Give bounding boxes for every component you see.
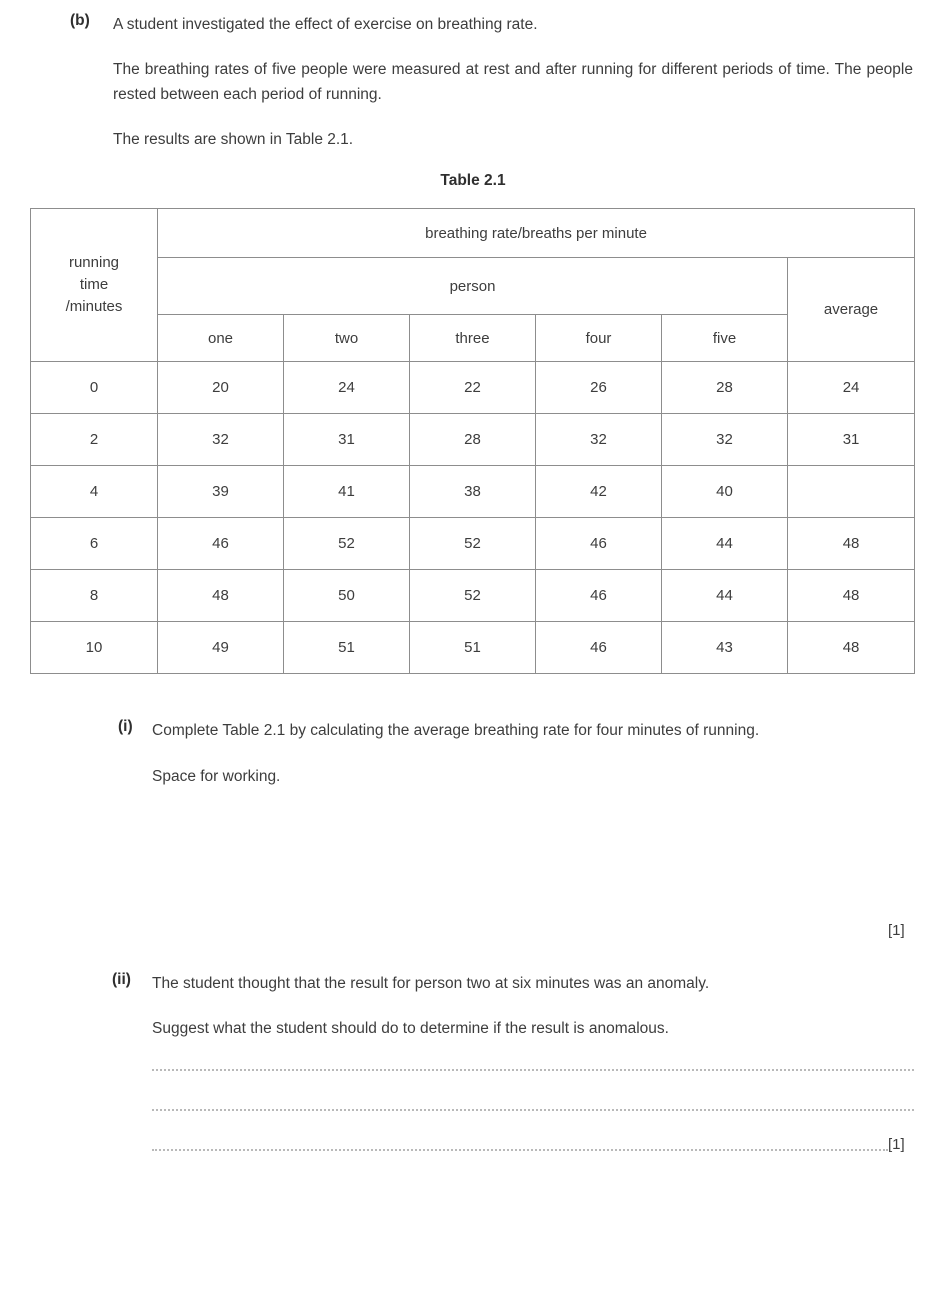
cell-person-four: 46: [536, 570, 662, 622]
header-average: average: [788, 258, 915, 362]
answer-line-3[interactable]: [152, 1148, 888, 1151]
cell-time: 6: [31, 518, 158, 570]
marks-i: [1]: [888, 922, 905, 939]
table-row: [31, 414, 915, 466]
marks-ii: [1]: [888, 1136, 905, 1153]
cell-person-three: 22: [410, 362, 536, 414]
table-body: [31, 362, 915, 674]
cell-person-two: 31: [284, 414, 410, 466]
header-person-four: four: [536, 315, 662, 362]
cell-average: 31: [788, 414, 915, 466]
cell-person-three: 52: [410, 518, 536, 570]
question-paragraph: The breathing rates of five people were measured at rest and after running for different periods of time. The people rested between each period of running.: [113, 61, 913, 103]
row-header-line-3: /minutes: [65, 298, 123, 315]
header-person-two: two: [284, 315, 410, 362]
cell-person-one: 48: [158, 570, 284, 622]
table-row: [31, 570, 915, 622]
cell-average: 48: [788, 570, 915, 622]
cell-person-five: 44: [662, 518, 788, 570]
answer-line-1[interactable]: [152, 1068, 914, 1071]
cell-person-one: 20: [158, 362, 284, 414]
table-row: [31, 518, 915, 570]
cell-person-four: 26: [536, 362, 662, 414]
table-header-row-group: [31, 258, 915, 315]
cell-time: 2: [31, 414, 158, 466]
header-person-three: three: [410, 315, 536, 362]
table-caption: Table 2.1: [440, 172, 506, 189]
sub-question-ii-text-2: Suggest what the student should do to determine if the result is anomalous.: [152, 1020, 669, 1037]
sub-question-i-text: Complete Table 2.1 by calculating the average breathing rate for four minutes of running.: [152, 722, 760, 739]
cell-time: 4: [31, 466, 158, 518]
sub-question-label-ii: (ii): [112, 971, 131, 988]
row-header-running-time: [31, 209, 158, 362]
cell-person-three: 52: [410, 570, 536, 622]
cell-person-five: 43: [662, 622, 788, 674]
cell-person-five: 40: [662, 466, 788, 518]
cell-person-two: 24: [284, 362, 410, 414]
cell-person-five: 44: [662, 570, 788, 622]
table-row: [31, 362, 915, 414]
cell-person-five: 32: [662, 414, 788, 466]
cell-person-three: 28: [410, 414, 536, 466]
table-row: [31, 622, 915, 674]
sub-question-ii-text: The student thought that the result for person two at six minutes was an anomaly.: [152, 975, 710, 992]
cell-person-one: 46: [158, 518, 284, 570]
header-person-one: one: [158, 315, 284, 362]
cell-person-one: 39: [158, 466, 284, 518]
row-header-line-2: time: [79, 276, 109, 293]
cell-average: 48: [788, 518, 915, 570]
cell-person-one: 32: [158, 414, 284, 466]
question-intro-text: A student investigated the effect of exercise on breathing rate.: [113, 16, 538, 33]
cell-person-four: 42: [536, 466, 662, 518]
cell-average: 48: [788, 622, 915, 674]
cell-person-two: 51: [284, 622, 410, 674]
cell-time: 0: [31, 362, 158, 414]
cell-time: 10: [31, 622, 158, 674]
table-header-row-persons: [31, 315, 915, 362]
space-for-working-prompt: Space for working.: [152, 768, 281, 785]
table-header: [31, 209, 915, 362]
cell-average-blank[interactable]: [788, 466, 915, 518]
results-lead-text: The results are shown in Table 2.1.: [113, 131, 354, 148]
cell-person-four: 46: [536, 622, 662, 674]
cell-person-two: 50: [284, 570, 410, 622]
part-label-b: (b): [70, 12, 90, 29]
cell-person-three: 38: [410, 466, 536, 518]
cell-average: 24: [788, 362, 915, 414]
answer-line-2[interactable]: [152, 1108, 914, 1111]
header-breathing-rate-banner: breathing rate/breaths per minute: [158, 209, 915, 258]
table-row: [31, 466, 915, 518]
header-person-five: five: [662, 315, 788, 362]
cell-person-four: 46: [536, 518, 662, 570]
cell-person-one: 49: [158, 622, 284, 674]
cell-person-two: 52: [284, 518, 410, 570]
cell-time: 8: [31, 570, 158, 622]
cell-person-five: 28: [662, 362, 788, 414]
cell-person-two: 41: [284, 466, 410, 518]
sub-question-label-i: (i): [118, 718, 133, 735]
header-person-group: person: [158, 258, 788, 315]
row-header-line-1: running: [68, 254, 120, 271]
working-area[interactable]: [152, 795, 914, 905]
cell-person-four: 32: [536, 414, 662, 466]
table-header-row-banner: [31, 209, 915, 258]
cell-person-three: 51: [410, 622, 536, 674]
results-table: [30, 208, 915, 674]
